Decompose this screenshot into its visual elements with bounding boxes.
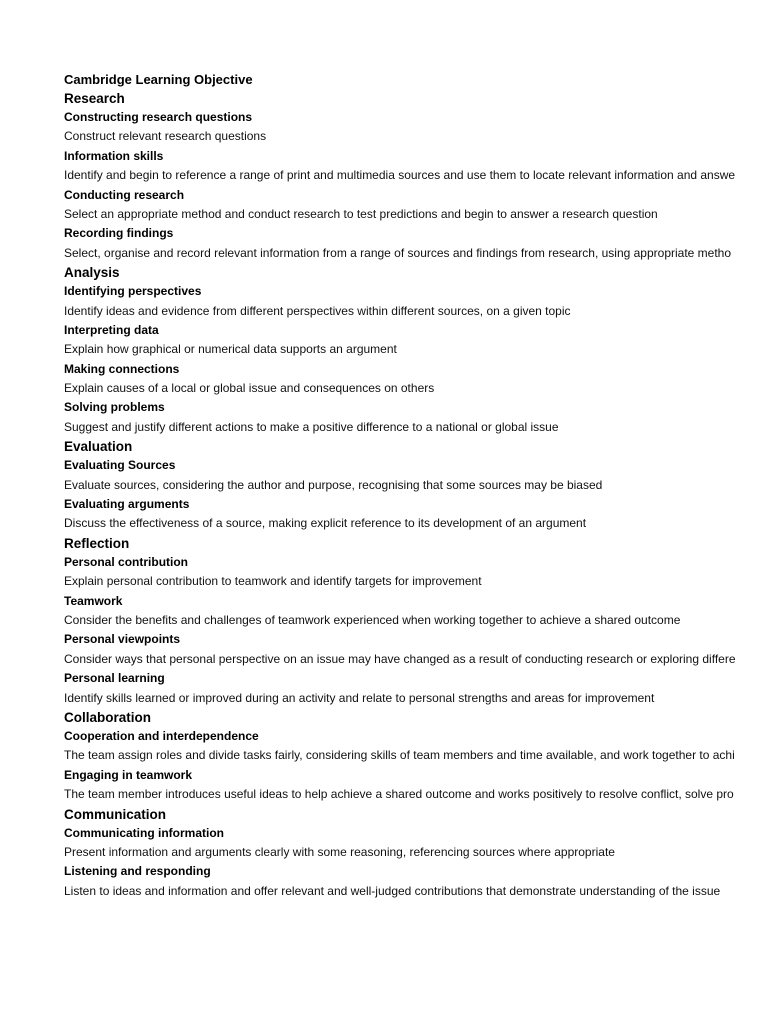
section-heading-research: Research (64, 91, 125, 106)
objective-heading: Cooperation and interdependence (64, 728, 259, 743)
objective-text: Construct relevant research questions (64, 129, 267, 144)
objective-text: Consider the benefits and challenges of teamwork experienced when working together to achieve a shared outcome (64, 612, 681, 627)
objective-heading: Information skills (64, 148, 164, 163)
objective-text: Discuss the effectiveness of a source, making explicit reference to its development of an argument (64, 516, 587, 531)
objective-heading: Solving problems (64, 400, 165, 415)
section-heading-communication: Communication (64, 806, 167, 822)
objective-heading: Communicating information (64, 825, 224, 840)
document-title: Cambridge Learning Objective (64, 72, 253, 87)
objective-text: Consider ways that personal perspective on an issue may have changed as a result of conducting research or exploring differe (64, 651, 736, 666)
objective-heading: Personal contribution (64, 554, 189, 569)
objective-heading: Evaluating arguments (64, 497, 190, 512)
objective-text: Explain causes of a local or global issue and consequences on others (64, 381, 435, 396)
objective-heading: Teamwork (64, 593, 123, 608)
document-page (64, 70, 768, 901)
objective-text: The team member introduces useful ideas to help achieve a shared outcome and works positively to resolve conflict, solve pro (64, 787, 734, 802)
objective-heading: Recording findings (64, 226, 174, 241)
objective-text: Identify skills learned or improved during an activity and relate to personal strengths and areas for improvement (64, 690, 655, 705)
objective-heading: Making connections (64, 361, 180, 376)
objective-text: Listen to ideas and information and offer relevant and well-judged contributions that demonstrate understanding of the issue (64, 883, 721, 898)
objective-heading: Identifying perspectives (64, 284, 202, 299)
objective-text: Explain how graphical or numerical data supports an argument (64, 342, 397, 357)
objective-text: Evaluate sources, considering the author and purpose, recognising that some sources may be biased (64, 477, 603, 492)
objective-heading: Constructing research questions (64, 110, 253, 124)
objective-text: Identify ideas and evidence from different perspectives within different sources, on a given topic (64, 303, 571, 318)
objective-text: Select an appropriate method and conduct research to test predictions and begin to answer a research question (64, 206, 658, 221)
section-heading-analysis: Analysis (64, 265, 120, 281)
objective-text: Present information and arguments clearly with some reasoning, referencing sources where appropriate (64, 844, 615, 859)
objective-text: Suggest and justify different actions to make a positive difference to a national or global issue (64, 419, 559, 434)
objective-text: Select, organise and record relevant information from a range of sources and findings from research, using appropriate metho (64, 245, 732, 260)
objective-heading: Personal viewpoints (64, 632, 181, 647)
objective-text: Identify and begin to reference a range of print and multimedia sources and use them to locate relevant information and answe (64, 168, 736, 183)
objective-heading: Engaging in teamwork (64, 767, 193, 782)
objective-heading: Conducting research (64, 187, 185, 202)
objective-text: Explain personal contribution to teamwork and identify targets for improvement (64, 574, 482, 589)
objective-heading: Evaluating Sources (64, 458, 176, 473)
objective-heading: Interpreting data (64, 322, 159, 337)
section-heading-reflection: Reflection (64, 535, 130, 551)
section-heading-collaboration: Collaboration (64, 709, 151, 725)
objective-heading: Listening and responding (64, 864, 211, 879)
section-heading-evaluation: Evaluation (64, 439, 133, 455)
objective-text: The team assign roles and divide tasks fairly, considering skills of team members and time available, and work together to achi (64, 748, 735, 763)
objective-heading: Personal learning (64, 671, 165, 686)
